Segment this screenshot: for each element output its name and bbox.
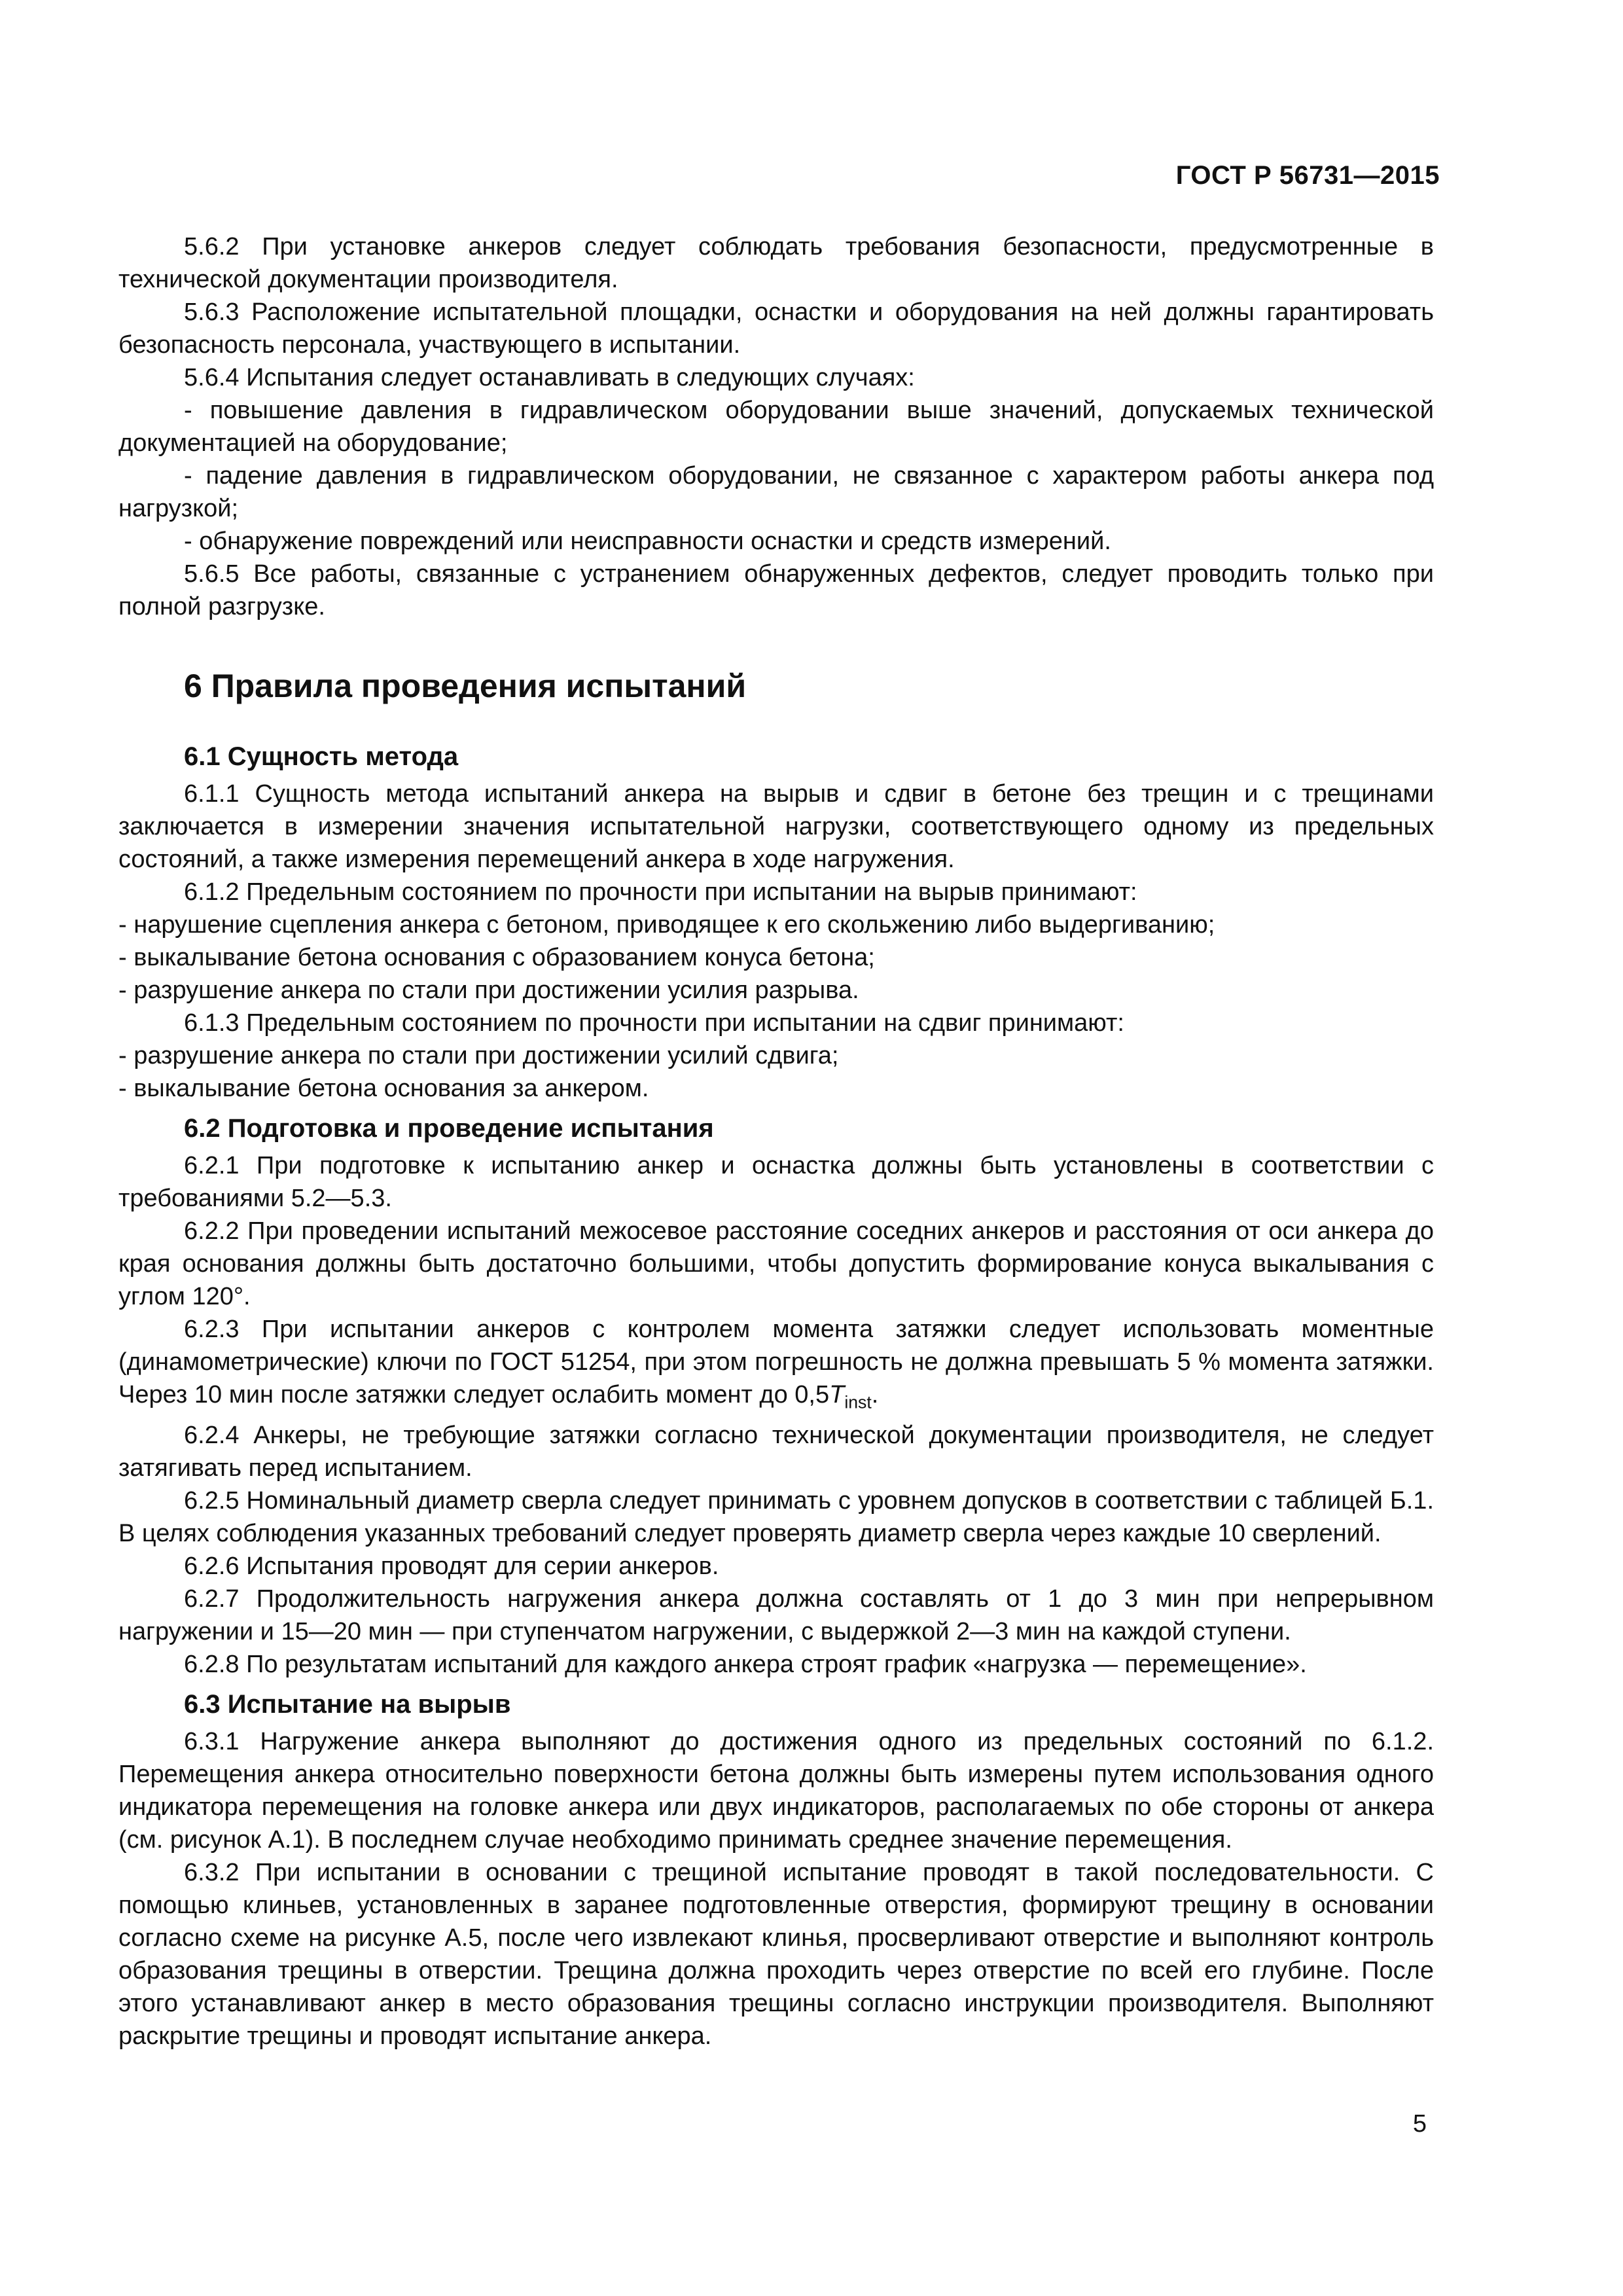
paragraph-5-6-4: 5.6.4 Испытания следует останавливать в следующих случаях: <box>184 364 915 391</box>
paragraph-6-3-1: 6.3.1 Нагружение анкера выполняют до достижения одного из предельных состояний по 6.1.2. Перемещения анкера относительно поверхности бетона должны быть измерены путем использования одного индикатора перемещения на головке анкера или двух индикаторов, располагаемых по обе стороны от анкера (см. рисунок А.1). В последнем случае необходимо принимать среднее значение перемещения. <box>118 1727 1434 1854</box>
document-code: ГОСТ Р 56731—2015 <box>1175 161 1440 190</box>
paragraph-6-2-7: 6.2.7 Продолжительность нагружения анкера должна составлять от 1 до 3 мин при непрерывном нагружении и 15—20 мин — при ступенчатом нагружении, с выдержкой 2—3 мин на каждой ступени. <box>118 1585 1434 1645</box>
paragraph-6-2-3-text: 6.2.3 При испытании анкеров с контролем момента затяжки следует использовать моментные (динамометрические) ключи по ГОСТ 51254, при этом погрешность не должна превышать 5 % момента затяжки. Через 10 мин после затяжки следует ослабить момент до 0,5 <box>118 1316 1434 1408</box>
list-item: - выкалывание бетона основания за анкером. <box>118 1075 649 1102</box>
torque-subscript: inst <box>844 1392 872 1412</box>
section-6-3-heading: 6.3 Испытание на вырыв <box>184 1689 511 1719</box>
list-item: - выкалывание бетона основания с образованием конуса бетона; <box>118 944 875 971</box>
paragraph-6-2-8: 6.2.8 По результатам испытаний для каждого анкера строят график «нагрузка — перемещение». <box>184 1650 1307 1678</box>
paragraph-5-6-2: 5.6.2 При установке анкеров следует соблюдать требования безопасности, предусмотренные в технической документации производителя. <box>118 233 1434 293</box>
paragraph-6-1-1: 6.1.1 Сущность метода испытаний анкера на вырыв и сдвиг в бетоне без трещин и с трещинами заключается в измерении значения испытательной нагрузки, соответствующего одному из предельных состояний, а также измерения перемещений анкера в ходе нагружения. <box>118 780 1434 873</box>
paragraph-5-6-5: 5.6.5 Все работы, связанные с устранением обнаруженных дефектов, следует проводить только при полной разгрузке. <box>118 560 1434 620</box>
section-6-heading: 6 Правила проведения испытаний <box>184 668 747 704</box>
section-6-1-heading: 6.1 Сущность метода <box>184 742 459 771</box>
page-number: 5 <box>1412 2110 1427 2138</box>
paragraph-6-2-4: 6.2.4 Анкеры, не требующие затяжки согласно технической документации производителя, не следует затягивать перед испытанием. <box>118 1421 1434 1482</box>
page-content <box>118 230 1434 2053</box>
paragraph-6-2-2: 6.2.2 При проведении испытаний межосевое расстояние соседних анкеров и расстояния от оси анкера до края основания должны быть достаточно большими, чтобы допустить формирование конуса выкалывания с углом 120°. <box>118 1217 1434 1310</box>
list-item: - обнаружение повреждений или неисправности оснастки и средств измерений. <box>184 528 1111 555</box>
paragraph-6-2-5: 6.2.5 Номинальный диаметр сверла следует принимать с уровнем допусков в соответствии с таблицей Б.1. В целях соблюдения указанных требований следует проверять диаметр сверла через каждые 10 сверлений. <box>118 1486 1434 1547</box>
paragraph-6-1-3: 6.1.3 Предельным состоянием по прочности при испытании на сдвиг принимают: <box>184 1009 1124 1037</box>
section-6-2-heading: 6.2 Подготовка и проведение испытания <box>184 1114 714 1143</box>
paragraph-5-6-3: 5.6.3 Расположение испытательной площадки, оснастки и оборудования на ней должны гарантировать безопасность персонала, участвующего в испытании. <box>118 298 1434 359</box>
paragraph-6-2-3-end: . <box>871 1381 879 1408</box>
list-item: - разрушение анкера по стали при достижении усилий сдвига; <box>118 1042 839 1069</box>
paragraph-6-2-1: 6.2.1 При подготовке к испытанию анкер и оснастка должны быть установлены в соответствии с требованиями 5.2—5.3. <box>118 1152 1434 1212</box>
paragraph-6-2-6: 6.2.6 Испытания проводят для серии анкеров. <box>184 1552 719 1580</box>
list-item: - падение давления в гидравлическом оборудовании, не связанное с характером работы анкера под нагрузкой; <box>118 462 1434 522</box>
list-item: - нарушение сцепления анкера с бетоном, приводящее к его скольжению либо выдергиванию; <box>118 911 1215 939</box>
paragraph-6-2-3 <box>118 1313 1434 1419</box>
list-item: - повышение давления в гидравлическом оборудовании выше значений, допускаемых технической документацией на оборудование; <box>118 397 1434 457</box>
torque-variable: T <box>829 1381 845 1408</box>
list-item: - разрушение анкера по стали при достижении усилия разрыва. <box>118 977 859 1004</box>
paragraph-6-3-2: 6.3.2 При испытании в основании с трещиной испытание проводят в такой последовательности. С помощью клиньев, установленных в заранее подготовленные отверстия, формируют трещину в основании согласно схеме на рисунке А.5, после чего извлекают клинья, просверливают отверстие и выполняют контроль образования трещины в отверстии. Трещина должна проходить через отверстие по всей его глубине. После этого устанавливают анкер в место образования трещины согласно инструкции производителя. Выполняют раскрытие трещины и проводят испытание анкера. <box>118 1858 1434 2050</box>
paragraph-6-1-2: 6.1.2 Предельным состоянием по прочности при испытании на вырыв принимают: <box>184 878 1137 906</box>
